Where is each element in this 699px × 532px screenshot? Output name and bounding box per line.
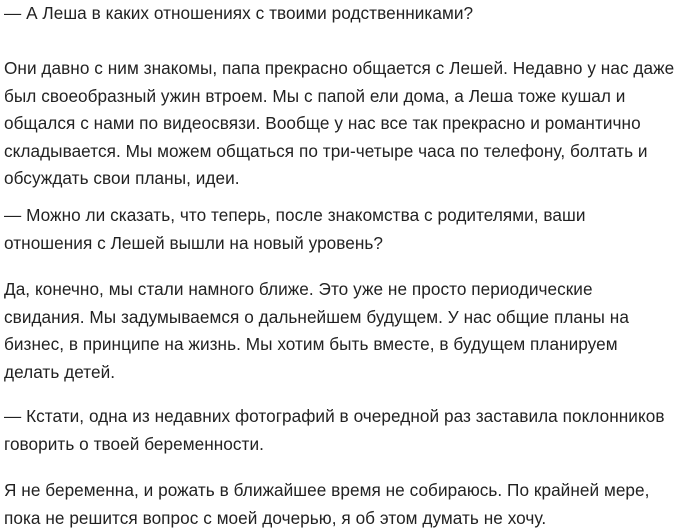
answer-2-line-1: Да, конечно, мы стали намного ближе. Это уже не просто периодические (4, 276, 629, 304)
answer-1-line-5: обсуждать свои планы, идеи. (4, 165, 674, 193)
answer-1-line-4: складывается. Мы можем общаться по три-четыре часа по телефону, болтать и (4, 138, 674, 166)
answer-1-line-3: общался с нами по видеосвязи. Вообще у нас все так прекрасно и романтично (4, 110, 674, 138)
answer-2-line-4: делать детей. (4, 359, 629, 387)
answer-1-line-2: был своеобразный ужин втроем. Мы с папой ели дома, а Леша тоже кушал и (4, 83, 674, 111)
answer-3-line-2: пока не решится вопрос с моей дочерью, я об этом думать не хочу. (4, 505, 649, 532)
question-3-line-2: говорить о твоей беременности. (4, 431, 665, 459)
question-2 (4, 202, 586, 257)
question-3-line-1: — Кстати, одна из недавних фотографий в очередной раз заставила поклонников (4, 403, 665, 431)
question-1 (4, 0, 473, 28)
answer-2 (4, 276, 629, 386)
question-2-line-2: отношения с Лешей вышли на новый уровень? (4, 230, 586, 258)
answer-1 (4, 55, 674, 193)
answer-3 (4, 477, 649, 532)
answer-1-line-1: Они давно с ним знакомы, папа прекрасно общается с Лешей. Недавно у нас даже (4, 55, 674, 83)
answer-3-line-1: Я не беременна, и рожать в ближайшее время не собираюсь. По крайней мере, (4, 477, 649, 505)
question-2-line-1: — Можно ли сказать, что теперь, после знакомства с родителями, ваши (4, 202, 586, 230)
answer-2-line-2: свидания. Мы задумываемся о дальнейшем будущем. У нас общие планы на (4, 304, 629, 332)
answer-2-line-3: бизнес, в принципе на жизнь. Мы хотим быть вместе, в будущем планируем (4, 331, 629, 359)
question-1-line-1: — А Леша в каких отношениях с твоими родственниками? (4, 0, 473, 28)
question-3 (4, 403, 665, 458)
